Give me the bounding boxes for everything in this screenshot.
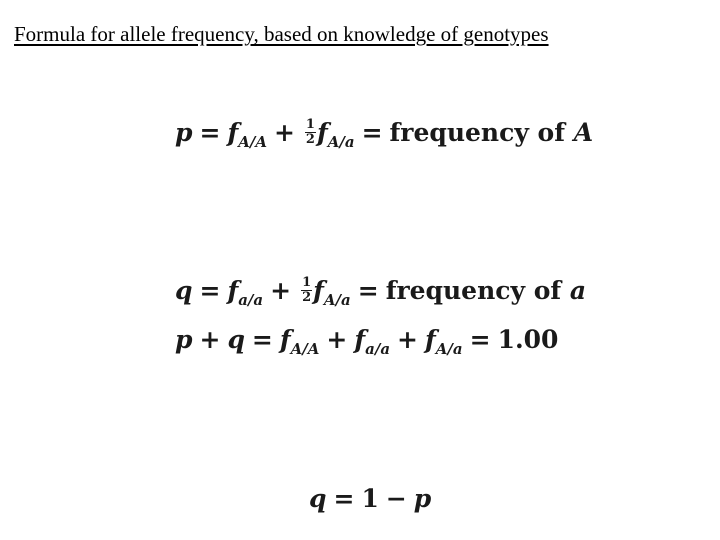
plus-sign: +	[397, 325, 418, 354]
plus-sign: +	[273, 118, 295, 147]
equals-sign: =	[333, 484, 355, 513]
plus-sign: +	[326, 325, 348, 354]
equation-sum-of-frequencies	[175, 325, 559, 358]
frequency-symbol: f	[279, 325, 291, 354]
equals-sign: =	[357, 276, 379, 305]
frequency-symbol: f	[425, 325, 436, 354]
equals-sign: =	[199, 118, 221, 147]
equals-sign: =	[361, 118, 383, 147]
plus-sign: +	[199, 325, 221, 354]
allele-A: A	[573, 118, 594, 147]
frequency-of-text: frequency of	[389, 118, 565, 147]
frequency-symbol: f	[227, 276, 239, 305]
frequency-symbol: f	[227, 118, 239, 147]
equals-sign: =	[199, 276, 221, 305]
genotype-subscript-aa: a/a	[238, 291, 264, 309]
fraction-numerator: 1	[305, 117, 315, 132]
genotype-subscript-AA: A/A	[290, 340, 320, 358]
genotype-subscript-Aa: A/a	[327, 133, 355, 151]
variable-p: p	[175, 325, 193, 354]
genotype-subscript-AA: A/A	[238, 133, 267, 151]
variable-p: p	[175, 118, 193, 147]
frequency-of-text: frequency of	[385, 276, 562, 305]
equals-sign: =	[469, 325, 491, 354]
variable-q: q	[227, 325, 245, 354]
genotype-subscript-aa: a/a	[365, 340, 391, 358]
variable-p: p	[413, 484, 432, 513]
fraction-numerator: 1	[302, 275, 312, 290]
equals-sign: =	[251, 325, 273, 354]
variable-q: q	[175, 276, 193, 305]
number-one: 1	[361, 484, 379, 513]
variable-q: q	[309, 484, 327, 513]
minus-sign: −	[385, 484, 407, 513]
fraction-one-half	[305, 119, 316, 146]
equation-frequency-of-q	[175, 275, 587, 309]
fraction-one-half	[301, 277, 312, 304]
fraction-denominator: 2	[305, 132, 315, 147]
equation-q-from-p	[309, 484, 431, 513]
slide-title: Formula for allele frequency, based on knowledge of genotypes	[14, 22, 549, 46]
frequency-symbol: f	[313, 276, 324, 305]
total-value: 1.00	[497, 325, 559, 354]
equation-frequency-of-p	[175, 117, 594, 151]
allele-a: a	[569, 276, 587, 305]
genotype-subscript-Aa: A/a	[323, 291, 351, 309]
fraction-denominator: 2	[302, 290, 312, 305]
plus-sign: +	[270, 276, 292, 305]
genotype-subscript-Aa: A/a	[435, 340, 463, 358]
frequency-symbol: f	[354, 325, 366, 354]
frequency-symbol: f	[316, 118, 328, 147]
